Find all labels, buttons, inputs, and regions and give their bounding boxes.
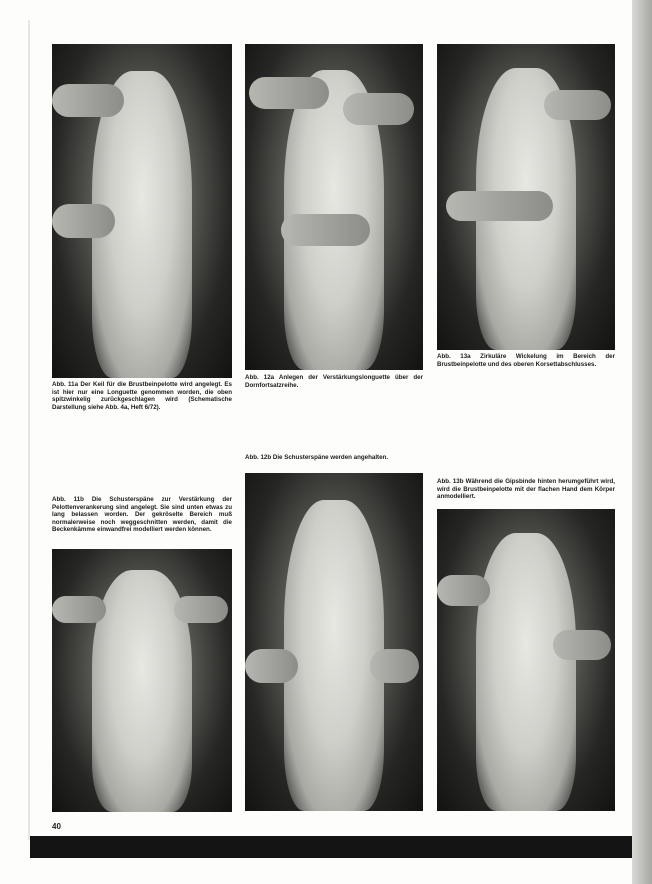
photo-arm	[343, 93, 414, 126]
photo-arm	[553, 630, 612, 660]
photo-arm	[249, 77, 329, 110]
photo-arm	[174, 596, 228, 622]
caption-abb-13a: Abb. 13a Zirkuläre Wickelung im Bereich der Brustbeinpelotte und des oberen Korsettabschlusses.	[437, 353, 615, 368]
page-bottom-bar	[30, 836, 638, 858]
photo-abb-11a	[52, 44, 232, 378]
photo-abb-11b	[52, 549, 232, 812]
photo-arm	[370, 649, 420, 683]
photo-arm	[245, 649, 298, 683]
caption-abb-12b: Abb. 12b Die Schusterspäne werden angehalten.	[245, 454, 389, 461]
caption-abb-12a: Abb. 12a Anlegen der Verstärkungslonguette über der Dornfortsatzreihe.	[245, 374, 423, 389]
photo-figure	[476, 533, 576, 811]
photo-arm	[52, 204, 115, 237]
photo-arm	[52, 84, 124, 117]
photo-arm	[52, 596, 106, 622]
caption-abb-11a: Abb. 11a Der Keil für die Brustbeinpelotte wird angelegt. Es ist hier nur eine Longuette genommen worden, die oben spitzwinkelig zurückgeschlagen wird (Schematische Darstellung siehe Abb. 4a, Heft 6/72).	[52, 381, 232, 411]
photo-arm	[437, 575, 490, 605]
photo-figure	[284, 500, 384, 811]
photo-arm	[281, 214, 370, 247]
caption-abb-13b: Abb. 13b Während die Gipsbinde hinten herumgeführt wird, wird die Brustbeinpelotte mit der flachen Hand dem Körper anmodelliert.	[437, 478, 615, 501]
photo-arm	[446, 191, 553, 222]
page-number: 40	[52, 822, 61, 831]
page-left-edge	[28, 20, 30, 840]
photo-arm	[544, 90, 612, 121]
photo-abb-12b	[245, 473, 423, 811]
photo-abb-12a	[245, 44, 423, 370]
page-right-edge	[632, 0, 652, 884]
photo-abb-13a	[437, 44, 615, 350]
caption-abb-11b: Abb. 11b Die Schusterspäne zur Verstärkung der Pelottenverankerung sind angelegt. Sie sind unten etwas zu lang belassen worden. Der gekröselte Bereich muß normalerweise noch weggeschnitten werden, damit die Beckenkämme einwandfrei modelliert werden können.	[52, 496, 232, 534]
photo-abb-13b	[437, 509, 615, 811]
